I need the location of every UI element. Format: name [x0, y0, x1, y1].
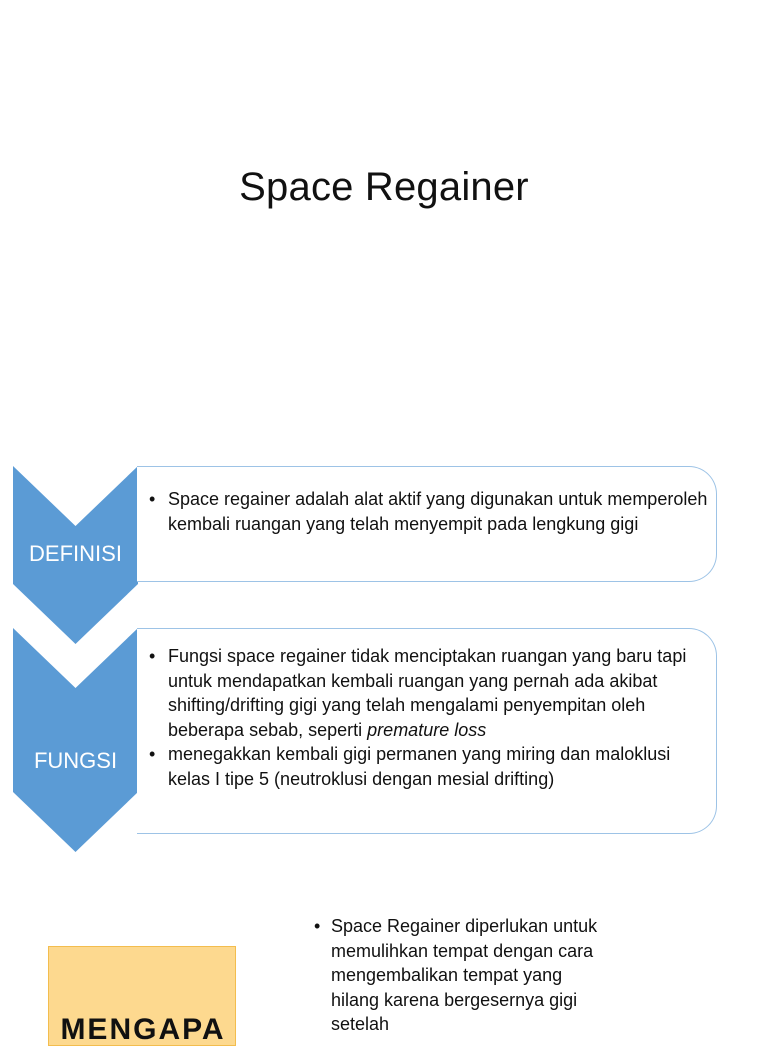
mengapa-text: [312, 914, 612, 1037]
fungsi-chevron-shape: [13, 628, 138, 852]
fungsi-chevron: [13, 628, 138, 852]
slide-title: Space Regainer: [239, 165, 529, 209]
definisi-chevron: [13, 466, 138, 644]
mengapa-label: MENGAPA: [60, 1013, 226, 1046]
fungsi-list: [137, 644, 716, 791]
mengapa-bullet: • Space Regainer diperlukan untuk memulihkan tempat dengan cara mengembalikan tempat yang hilang karena bergesernya gigi setelah: [331, 914, 612, 1037]
fungsi-bullet-1-italic: premature loss: [367, 719, 487, 740]
fungsi-bullet-1-text: Fungsi space regainer tidak menciptakan ruangan yang baru tapi untuk mendapatkan kembali ruangan yang pernah ada akibat shifting/drifting gigi yang telah mengalami penyempitan oleh beberapa sebab, seperti: [168, 646, 687, 740]
mengapa-box: [48, 946, 236, 1046]
definisi-label: DEFINISI: [29, 541, 122, 566]
fungsi-bullet-2: • menegakkan kembali gigi permanen yang miring dan maloklusi kelas I tipe 5 (neutroklusi dengan mesial drifting): [168, 742, 716, 791]
mengapa-list: [312, 914, 612, 1037]
definisi-list: [137, 487, 716, 536]
definisi-bullet: • Space regainer adalah alat aktif yang digunakan untuk memperoleh kembali ruangan yang telah menyempit pada lengkung gigi: [168, 487, 716, 536]
fungsi-bullet-1: [168, 644, 716, 742]
fungsi-box: [137, 628, 717, 834]
fungsi-label: FUNGSI: [33, 748, 118, 773]
definisi-box: [137, 466, 717, 582]
